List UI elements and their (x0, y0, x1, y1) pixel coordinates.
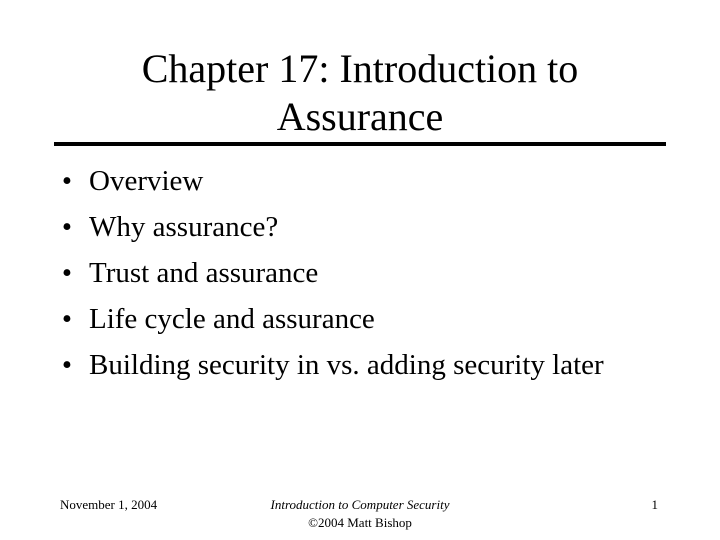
bullet-icon: • (61, 303, 73, 335)
bullet-icon: • (61, 165, 73, 197)
title-divider (54, 142, 666, 146)
footer-date: November 1, 2004 (60, 497, 158, 512)
bullet-text: Why assurance? (89, 211, 279, 243)
bullet-icon: • (61, 257, 73, 289)
footer-copyright: ©2004 Matt Bishop (308, 515, 412, 530)
slide-title (55, 45, 665, 141)
bullet-text: Life cycle and assurance (89, 303, 375, 335)
slide-title-line-1: Chapter 17: Introduction to (141, 46, 579, 91)
bullet-text: Trust and assurance (89, 257, 319, 289)
footer-course-info (210, 496, 510, 532)
page-number: 1 (651, 497, 658, 512)
bullet-text: Building security in vs. adding security later (89, 349, 604, 381)
bullet-icon: • (61, 211, 73, 243)
bullet-text: Overview (89, 165, 204, 197)
footer-course-title: Introduction to Computer Security (270, 497, 450, 512)
bullet-icon: • (61, 349, 73, 381)
slide-title-line-2: Assurance (276, 94, 444, 139)
